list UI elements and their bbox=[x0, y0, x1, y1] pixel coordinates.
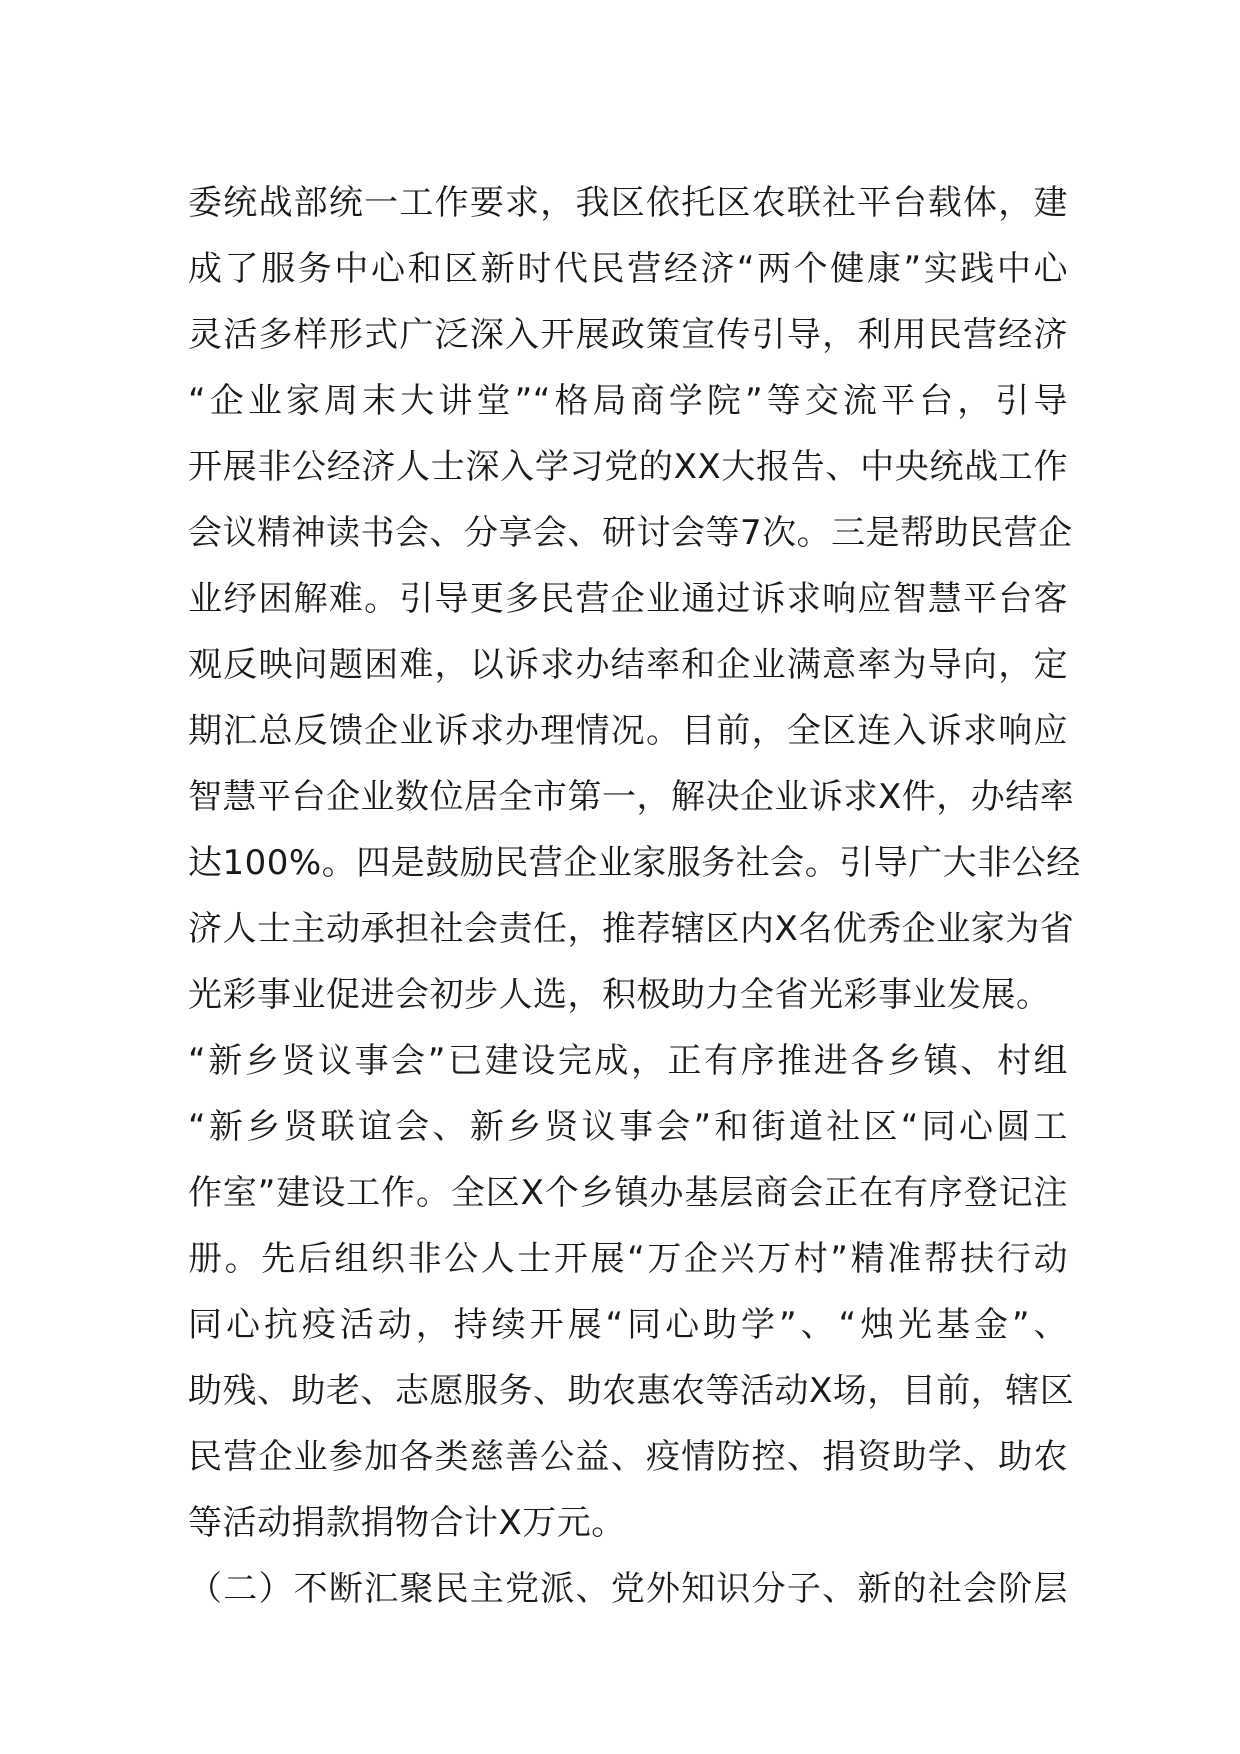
text-line: 助残、助老、志愿服务、助农惠农等活动X场，目前，辖区 bbox=[188, 1371, 1075, 1411]
text-line: 灵活多样形式广泛深入开展政策宣传引导，利用民营经济 bbox=[188, 315, 1068, 355]
text-line: 期汇总反馈企业诉求办理情况。目前，全区连入诉求响应 bbox=[188, 711, 1068, 751]
document-body bbox=[188, 170, 1081, 1622]
text-line: 等活动捐款捐物合计X万元。 bbox=[188, 1503, 626, 1543]
text-line: 业纾困解难。引导更多民营企业通过诉求响应智慧平台客 bbox=[188, 579, 1068, 619]
text-line: 委统战部统一工作要求，我区依托区农联社平台载体，建 bbox=[188, 183, 1068, 223]
text-line: 开展非公经济人士深入学习党的XX大报告、中央统战工作 bbox=[188, 447, 1068, 487]
text-line: 册。先后组织非公人士开展“万企兴万村”精准帮扶行动 bbox=[188, 1239, 1068, 1279]
text-line: 济人士主动承担社会责任，推荐辖区内X名优秀企业家为省 bbox=[188, 909, 1075, 949]
text-line: 观反映问题困难，以诉求办结率和企业满意率为导向，定 bbox=[188, 645, 1068, 685]
text-line: 作室”建设工作。全区X个乡镇办基层商会正在有序登记注 bbox=[188, 1173, 1068, 1213]
text-line: “新乡贤联谊会、新乡贤议事会”和街道社区“同心圆工 bbox=[188, 1107, 1068, 1147]
text-line: “企业家周末大讲堂”“格局商学院”等交流平台，引导 bbox=[188, 381, 1068, 421]
text-line: 民营企业参加各类慈善公益、疫情防控、捐资助学、助农 bbox=[188, 1437, 1068, 1477]
section-heading: （二）不断汇聚民主党派、党外知识分子、新的社会阶层 bbox=[188, 1569, 1068, 1609]
text-line: 成了服务中心和区新时代民营经济“两个健康”实践中心 bbox=[188, 249, 1068, 289]
text-line: 会议精神读书会、分享会、研讨会等7次。三是帮助民营企 bbox=[188, 513, 1073, 553]
text-line: 达100%。四是鼓励民营企业家服务社会。引导广大非公经 bbox=[188, 843, 1081, 883]
text-line: “新乡贤议事会”已建设完成，正有序推进各乡镇、村组 bbox=[188, 1041, 1068, 1081]
text-line: 光彩事业促进会初步人选，积极助力全省光彩事业发展。 bbox=[188, 975, 1051, 1015]
text-line: 智慧平台企业数位居全市第一，解决企业诉求X件，办结率 bbox=[188, 777, 1075, 817]
text-line: 同心抗疫活动，持续开展“同心助学”、“烛光基金”、 bbox=[188, 1305, 1068, 1345]
